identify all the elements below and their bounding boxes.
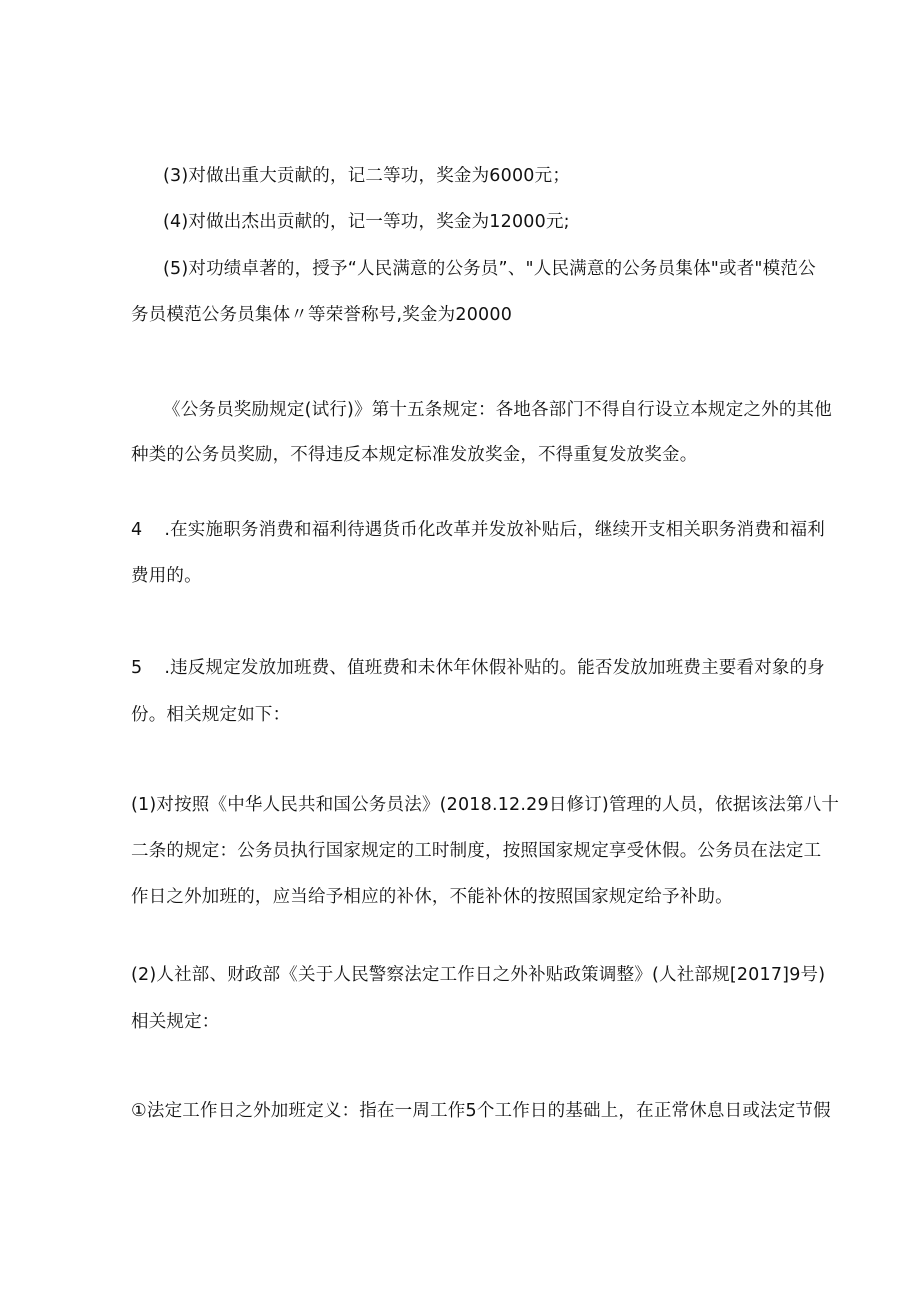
item-5-continued: 份。相关规定如下： (131, 705, 291, 725)
paragraph-line-3-award: (3)对做出重大贡献的，记二等功，奖金为6000元； (163, 166, 571, 186)
item-5-heading (131, 656, 825, 680)
overtime-definition-line: ①法定工作日之外加班定义：指在一周工作5个工作日的基础上，在正常休息日或法定节假 (131, 1101, 831, 1121)
police-regulation-line-1: (2)人社部、财政部《关于人民警察法定工作日之外补贴政策调整》(人社部规[2017]9号) (131, 965, 826, 985)
paragraph-line-5-continued: 务员模范公务员集体〃等荣誉称号,奖金为20000 (131, 305, 513, 325)
civil-servant-law-line-2: 二条的规定：公务员执行国家规定的工时制度，按照国家规定享受休假。公务员在法定工 (131, 841, 822, 861)
item-4-continued: 费用的。 (131, 566, 202, 586)
item-5-text: .违反规定发放加班费、值班费和未休年休假补贴的。能否发放加班费主要看对象的身 (164, 658, 826, 678)
civil-servant-law-line-1: (1)对按照《中华人民共和国公务员法》(2018.12.29日修订)管理的人员，依据该法第八十 (131, 795, 840, 815)
civil-servant-law-line-3: 作日之外加班的，应当给予相应的补休，不能补休的按照国家规定给予补助。 (131, 887, 733, 907)
police-regulation-line-2: 相关规定： (131, 1012, 220, 1032)
regulation-article-15-line-2: 种类的公务员奖励，不得违反本规定标准发放奖金，不得重复发放奖金。 (131, 445, 698, 465)
paragraph-line-5-award: (5)对功绩卓著的，授予“人民满意的公务员”、"人民满意的公务员集体"或者"模范公 (163, 259, 816, 279)
item-4-text: .在实施职务消费和福利待遇货币化改革并发放补贴后，继续开支相关职务消费和福利 (164, 520, 826, 540)
paragraph-line-4-award: (4)对做出杰出贡献的，记一等功，奖金为12000元; (163, 212, 570, 232)
regulation-article-15-line-1: 《公务员奖励规定(试行)》第十五条规定：各地各部门不得自行设立本规定之外的其他 (163, 400, 832, 420)
item-4-heading (131, 518, 825, 542)
item-5-number: 5 (131, 658, 143, 678)
item-4-number: 4 (131, 520, 143, 540)
